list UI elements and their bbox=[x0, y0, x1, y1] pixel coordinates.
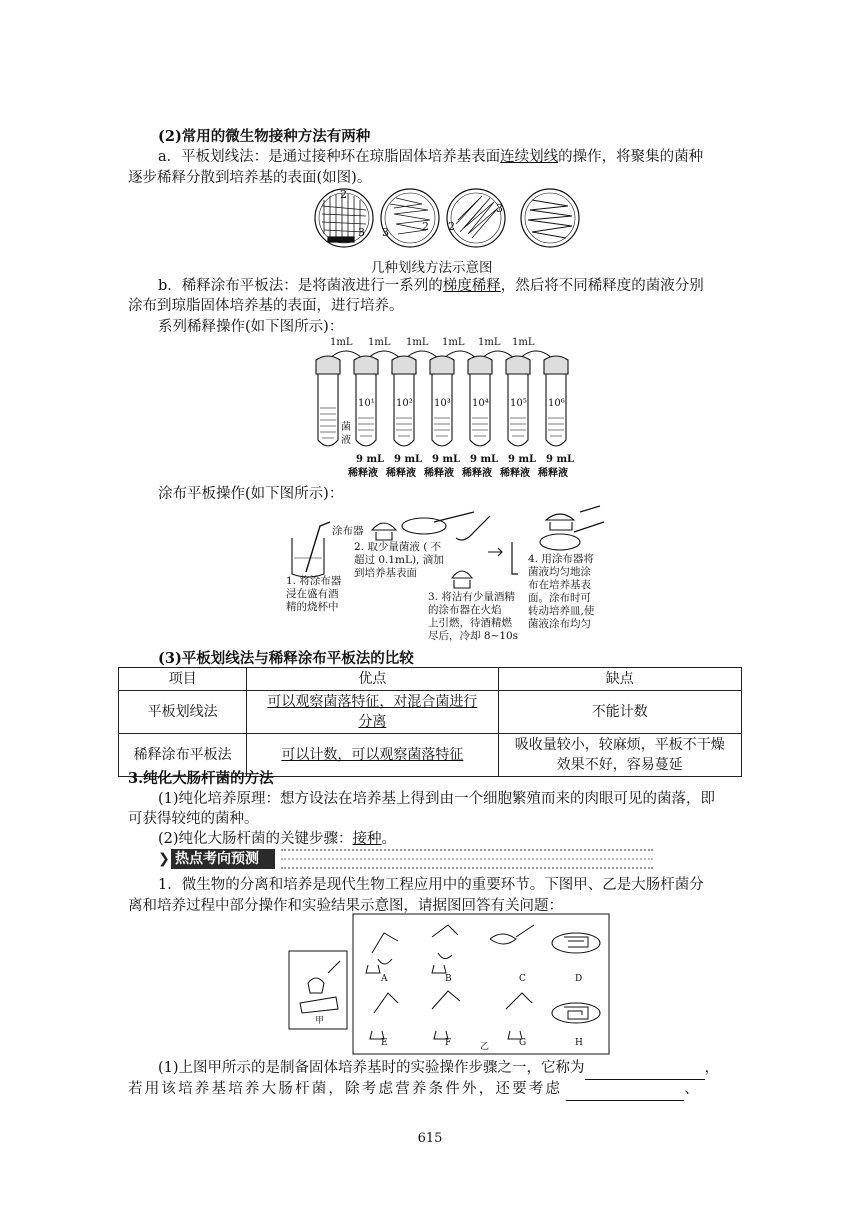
heading-text: (3)平板划线法与稀释涂布平板法的比较 bbox=[158, 650, 414, 667]
serial-dilution-figure bbox=[300, 334, 590, 482]
volume-label: 9 mL bbox=[508, 454, 537, 465]
dotted-rule bbox=[281, 849, 653, 869]
petri-dish-2 bbox=[381, 189, 439, 247]
step4-line3: 布在培养基表 bbox=[528, 579, 591, 591]
transfer-label-6: 1mL bbox=[512, 337, 535, 348]
purification-principle-line2 bbox=[128, 808, 742, 830]
hotspot-label: 热点考向预测 bbox=[175, 851, 259, 867]
step4-line1: 4. 用涂布器将 bbox=[528, 553, 594, 565]
section-heading-inoculation bbox=[128, 126, 742, 148]
step2-line1: 2. 取少量菌液 ( 不 bbox=[354, 541, 442, 553]
text-run: 的操作，将聚集的菌种 bbox=[558, 149, 704, 165]
diluent-label: 稀释液 bbox=[424, 468, 454, 479]
hotspot-tag bbox=[157, 849, 275, 869]
purification-key-step bbox=[128, 828, 742, 850]
spreader-label: 涂布器 bbox=[332, 525, 364, 537]
svg-text:3: 3 bbox=[382, 226, 389, 239]
pros-text: 可以观察菌落特征，对混合菌进行 bbox=[267, 694, 478, 710]
step3-line4: 尽后，冷却 8~10s bbox=[428, 630, 519, 642]
panel-label-d: D bbox=[575, 974, 583, 984]
step2-line2: 超过 0.1mL), 滴加 bbox=[354, 554, 444, 566]
panel-label-f: F bbox=[445, 1038, 452, 1048]
step1-line1: 1. 将涂布器 bbox=[286, 575, 342, 587]
row-name: 稀释涂布平板法 bbox=[119, 734, 247, 777]
beaker bbox=[292, 538, 324, 577]
text-run: 逐步稀释分散到培养基的表面(如图)。 bbox=[128, 170, 372, 186]
tube-label-5: 10⁵ bbox=[510, 398, 527, 409]
question-1-stem bbox=[128, 874, 742, 896]
step1-line2: 浸在盛有酒 bbox=[286, 588, 339, 600]
diluent-label: 稀释液 bbox=[462, 468, 492, 479]
figure-yi-label: 乙 bbox=[480, 1042, 490, 1052]
heading-text: (2)常用的微生物接种方法有两种 bbox=[158, 128, 371, 145]
key-term: 接种 bbox=[352, 831, 382, 847]
streak-method-para bbox=[128, 146, 742, 168]
cons-text: 吸收量较小，较麻烦，平板不干燥 bbox=[514, 737, 725, 753]
step4-line6: 菌液涂布均匀 bbox=[528, 618, 591, 630]
text-run: b．稀释涂布平板法：是将菌液进行一系列的 bbox=[158, 278, 443, 294]
text-run: 。 bbox=[381, 831, 397, 847]
spread-method-para-line2 bbox=[128, 295, 742, 317]
text-run: (1)上图甲所示的是制备固体培养基时的实验操作步骤之一，它称为 bbox=[158, 1060, 585, 1076]
transfer-label-1: 1mL bbox=[330, 337, 353, 348]
panel-label-h: H bbox=[575, 1038, 583, 1048]
svg-text:2: 2 bbox=[448, 220, 455, 233]
row-pros bbox=[247, 691, 498, 734]
streak-methods-figure bbox=[310, 186, 590, 252]
step2-line3: 到培养基表面 bbox=[354, 567, 417, 579]
page-number: 615 bbox=[417, 1131, 443, 1146]
text-run: 1．微生物的分离和培养是现代生物工程应用中的重要环节。下图甲、乙是大肠杆菌分 bbox=[158, 877, 704, 893]
panel-label-c: C bbox=[519, 974, 526, 984]
volume-label: 9 mL bbox=[356, 454, 385, 465]
sub-question-1 bbox=[128, 1057, 742, 1080]
text-run: 若用该培养基培养大肠杆菌，除考虑营养条件外，还要考虑 bbox=[128, 1081, 563, 1097]
chevron-right-icon: ❯ bbox=[158, 851, 170, 867]
col-header-item: 项目 bbox=[119, 668, 247, 691]
volume-label: 9 mL bbox=[394, 454, 423, 465]
pros-text: 可以计数，可以观察菌落特征 bbox=[281, 747, 464, 763]
row-name: 平板划线法 bbox=[119, 691, 247, 734]
step4-line5: 转动培养皿,使 bbox=[528, 605, 595, 617]
purification-principle bbox=[128, 788, 742, 810]
spread-method-para bbox=[128, 275, 742, 297]
alcohol-lamp bbox=[372, 523, 396, 540]
text-run: 离和培养过程中部分操作和实验结果示意图，请据图回答有关问题： bbox=[128, 898, 563, 914]
tube-label-4: 10⁴ bbox=[472, 398, 489, 409]
text-run: ，然后将不同稀释度的菌液分别 bbox=[500, 278, 704, 294]
comparison-table bbox=[118, 667, 742, 777]
text-run: 系列稀释操作(如下图所示)： bbox=[158, 319, 344, 335]
tube-label-6: 10⁶ bbox=[548, 398, 565, 409]
table-header-row bbox=[119, 668, 742, 691]
text-run: 、 bbox=[684, 1081, 701, 1097]
diluent-label: 稀释液 bbox=[500, 468, 530, 479]
tube-label-1: 10¹ bbox=[358, 398, 375, 409]
transfer-label-2: 1mL bbox=[368, 337, 391, 348]
transfer-label-5: 1mL bbox=[478, 337, 501, 348]
step4-line4: 面。涂布时可 bbox=[528, 592, 591, 604]
svg-text:2: 2 bbox=[422, 220, 429, 233]
panel-label-g: G bbox=[519, 1038, 527, 1048]
svg-text:3: 3 bbox=[358, 226, 365, 239]
row-cons: 不能计数 bbox=[498, 691, 741, 734]
answer-blank[interactable] bbox=[566, 1078, 684, 1101]
transfer-label-4: 1mL bbox=[442, 337, 465, 348]
answer-blank[interactable] bbox=[585, 1057, 705, 1080]
text-run: a．平板划线法：是通过接种环在琼脂固体培养基表面 bbox=[158, 149, 501, 165]
col-header-pros: 优点 bbox=[247, 668, 498, 691]
step3-line1: 3. 将沾有少量酒精 bbox=[428, 591, 515, 603]
text-run: (2)纯化大肠杆菌的关键步骤： bbox=[158, 831, 353, 847]
diluent-label: 稀释液 bbox=[386, 468, 416, 479]
key-term: 梯度稀释 bbox=[442, 278, 501, 294]
stock-char-2: 液 bbox=[341, 435, 351, 446]
step4-line2: 菌液均匀地涂 bbox=[528, 566, 591, 578]
col-header-cons: 缺点 bbox=[498, 668, 741, 691]
figure-jia-label: 甲 bbox=[315, 1016, 325, 1026]
step3-line3: 上引燃，待酒精燃 bbox=[428, 617, 512, 629]
volume-label: 9 mL bbox=[546, 454, 575, 465]
key-term: 连续划线 bbox=[500, 149, 559, 165]
purification-heading bbox=[128, 768, 742, 790]
text-run: (1)纯化培养原理：想方设法在培养基上得到由一个细胞繁殖而来的肉眼可见的菌落，即 bbox=[158, 791, 716, 807]
diluent-label: 稀释液 bbox=[538, 468, 568, 479]
step3-line2: 的涂布器在火焰 bbox=[428, 604, 502, 616]
tube-label-2: 10² bbox=[396, 398, 413, 409]
step1-line3: 精的烧杯中 bbox=[286, 601, 339, 613]
figure-yi-frame bbox=[353, 914, 609, 1054]
text-run: 涂布平板操作(如下图所示)： bbox=[158, 486, 344, 502]
panel-label-e: E bbox=[381, 1038, 388, 1048]
stock-tube-label bbox=[341, 420, 351, 446]
spread-plate-figure bbox=[284, 502, 614, 650]
text-run: 涂布到琼脂固体培养基的表面，进行培养。 bbox=[128, 298, 404, 314]
streak-figure-caption: 几种划线方法示意图 bbox=[371, 260, 493, 276]
tube-label-3: 10³ bbox=[434, 398, 451, 409]
panel-label-b: B bbox=[445, 974, 452, 984]
cons-text: 效果不好，容易蔓延 bbox=[556, 757, 683, 773]
text-run: 可获得较纯的菌种。 bbox=[128, 811, 259, 827]
volume-label: 9 mL bbox=[470, 454, 499, 465]
transfer-label-3: 1mL bbox=[406, 337, 429, 348]
question-figure bbox=[288, 913, 610, 1055]
table-row bbox=[119, 691, 742, 734]
volume-label: 9 mL bbox=[432, 454, 461, 465]
text-run: ， bbox=[704, 1060, 720, 1076]
stock-char-1: 菌 bbox=[341, 422, 351, 433]
pros-text: 分离 bbox=[358, 714, 387, 730]
heading-text: 3.纯化大肠杆菌的方法 bbox=[128, 770, 274, 787]
diluent-label: 稀释液 bbox=[348, 468, 378, 479]
svg-text:3: 3 bbox=[496, 202, 503, 215]
sub-question-1-line2 bbox=[128, 1078, 742, 1101]
svg-text:2: 2 bbox=[340, 188, 347, 201]
spreader-tool bbox=[456, 516, 490, 540]
panel-label-a: A bbox=[381, 974, 388, 984]
